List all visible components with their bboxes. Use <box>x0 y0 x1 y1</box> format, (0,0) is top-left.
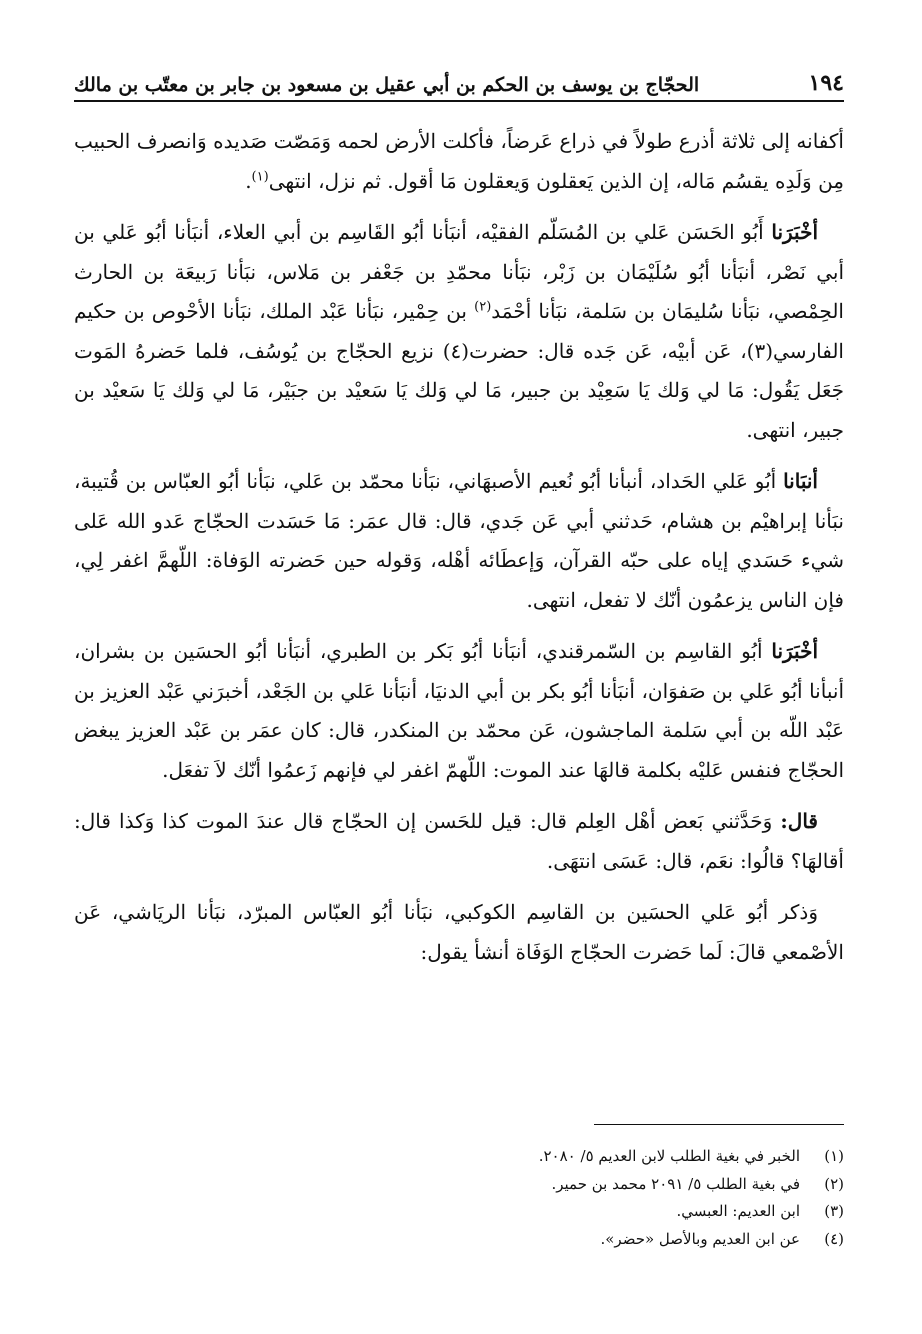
footnote-rule <box>594 1124 844 1125</box>
paragraph-5: قال: وَحَدَّثني بَعض أهْل العِلم قال: قيل للحَسن إن الحجّاج قال عندَ الموت كذا وَكذا قال: أقالهَا؟ قالُوا: نعَم، قال: عَسَى انتهَى. <box>74 809 844 873</box>
paragraph-3: أنبَانا أبُو عَلي الحَداد، أنبأنا أبُو نُعيم الأصبهَاني، نبَأنا محمّد بن عَلي، نبَأنا أبُو العبّاس بن قُتيبة، نبَأنا إبراهيْم بن هشام، حَدثني أبي عَن جَدي، قال: قال عمَر: مَا حَسَدت الحجّاج عَدو الله عَلى شيء حَسَدي إياه على حبّه القرآن، وَإعطَائه أهْله، وَقوله حين حَضرته الوَفاة: اللّهمَّ اغفر لِي، فإن الناس يزعمُون أنّك لا تفعل، انتهى. <box>74 469 844 612</box>
paragraph-lead: أخْبَرَنا <box>771 639 818 663</box>
footnote-ref-2: (٢) <box>474 299 492 315</box>
footnote-item: (٢) في بغية الطلب ٥/ ٢٠٩١ محمد بن حمير. <box>551 1174 844 1193</box>
footnote-item: (٤) عن ابن العديم وبالأصل «حضر». <box>600 1229 844 1248</box>
paragraph-lead: قال: <box>780 809 818 833</box>
page-number: ١٩٤ <box>808 70 844 96</box>
running-header <box>74 60 844 96</box>
paragraph-6: وَذكر أبُو عَلي الحسَين بن القاسِم الكوكبي، نبَأنا أبُو العبّاس المبرّد، نبَأنا الريَاشي، عَن الأصْمعي قالَ: لَما حَضرت الحجّاج الوَفَاة أنشأ يقول: <box>74 900 844 964</box>
header-rule <box>74 100 844 102</box>
paragraph-lead: أخْبَرَنا <box>771 220 818 244</box>
main-text <box>74 122 844 984</box>
footnotes <box>144 1143 844 1253</box>
footnote-item: (٣) ابن العديم: العبسي. <box>676 1202 844 1220</box>
paragraph-2: أخْبَرَنا أَبُو الحَسَن عَلي بن المُسَلّم الفقيْه، أنبَأنا أبُو القَاسِم بن أبي العلاء، أنبَأنا أبُو عَلي بن أبي نَصْر، أنبَأنا أبُو سُلَيْمَان بن زَبْر، نبَأنا محمّدِ بن جَعْفر بن مَلاس، نبَأنا رَبيعَة بن الحارث الحِمْصي، نبَأنا سُليمَان بن سَلمة، نبَأنا أحْمَد$^{(٢)}$ بن حِمْير، نبَأنا عَبْد الملك، نبَأنا الأحْوص بن حكيم الفارسي(٣)، عَن أبيْه، عَن جَده قال: حضرت(٤) نزيع الحجّاج بن يُوسُف، فلما حَضرهُ المَوت جَعَل يَقُول: مَا لي وَلك يَا سَعِيْد بن جبير، مَا لي وَلك يَا سَعيْد بن جبَيْر، مَا لي وَلك يَا سَعيْد بن جبير، انتهى. <box>74 220 844 442</box>
paragraph-1: أكفانه إلى ثلاثة أذرع طولاً في ذراع عَرضاً، فأكلت الأرض لحمه وَمَصّت صَديده وَانصرف الحبيب مِن وَلَدِه يقسُم مَاله، إن الذين يَعقلون وَيعقلون مَا أقول. ثم نزل، انتهى$^{(١)}$. <box>74 129 844 193</box>
paragraph-4: أخْبَرَنا أبُو القاسِم بن السّمرقندي، أنبَأنا أبُو بَكر بن الطبري، أنبَأنا أبُو الحسَين بن بشران، أنبأنا أبُو عَلي بن صَفوَان، أنبَأنا أبُو بكر بن أبي الدنيَا، أنبَأنا عَلي بن الجَعْد، أخبرَني عَبْد العزيز بن عَبْد اللّه بن أبي سَلمة الماجشون، عَن محمّد بن المنكدر، قال: كان عمَر بن عَبْد العزيز يبغض الحجّاج فنفس عَليْه بكلمة قالهَا عند الموت: اللّهمّ اغفر لي فإنهم زَعمُوا أنّك لاَ تفعَل. <box>74 639 844 782</box>
footnote-ref-1: (١) <box>251 168 269 184</box>
paragraph-lead: أنبَانا <box>783 469 818 493</box>
footnote-item: (١) الخبر في بغية الطلب لابن العديم ٥/ ٢٠٨٠. <box>538 1147 844 1165</box>
running-title: الحجّاج بن يوسف بن الحكم بن أبي عقيل بن مسعود بن جابر بن معتّب بن مالك <box>74 74 700 96</box>
